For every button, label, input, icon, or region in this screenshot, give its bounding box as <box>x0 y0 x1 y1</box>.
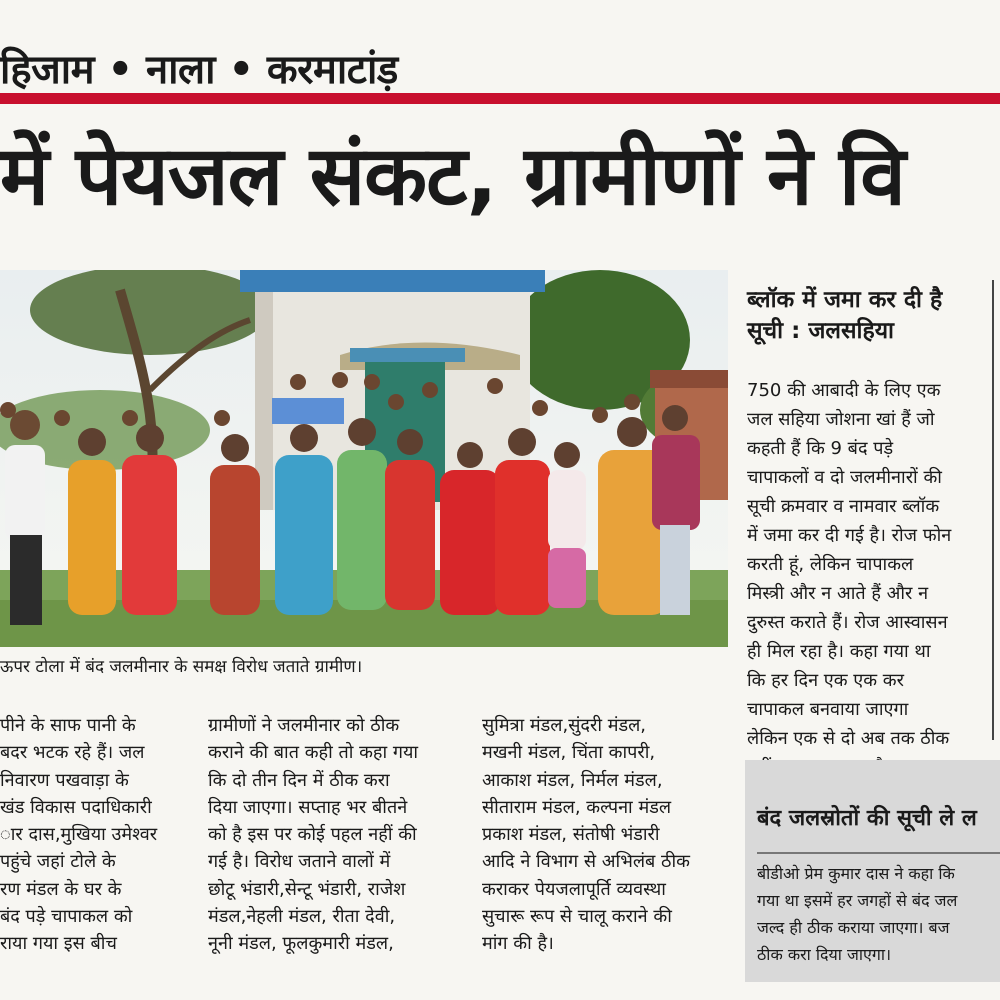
text-line: खंड विकास पदाधिकारी <box>0 796 152 818</box>
sidebar-heading-line: सूची : जलसहिया <box>747 318 894 344</box>
red-rule <box>0 93 1000 104</box>
text-line: बदर भटक रहे हैं। जल <box>0 742 145 764</box>
text-line: रण मंडल के घर के <box>0 878 122 900</box>
text-line: में जमा कर दी गई है। रोज फोन <box>747 525 952 546</box>
text-line: मिस्त्री और न आते हैं और न <box>747 583 929 604</box>
headline: में पेयजल संकट, ग्रामीणों ने वि <box>0 129 905 224</box>
text-line: गई है। विरोध जताने वालों में <box>208 851 391 873</box>
text-line: सूची क्रमवार व नामवार ब्लॉक <box>747 496 940 517</box>
article-column-2 <box>208 712 464 958</box>
text-line: छोटू भंडारी,सेन्टू भंडारी, राजेश <box>208 878 406 900</box>
section-kicker: हिजाम • नाला • करमाटांड़ <box>0 47 398 93</box>
text-line: लेकिन एक से दो अब तक ठीक <box>747 728 950 749</box>
text-line: बंद पड़े चापाकल को <box>0 906 133 928</box>
text-line: कराकर पेयजलापूर्ति व्यवस्था <box>482 878 666 900</box>
text-line: चापाकलों व दो जलमीनारों की <box>747 467 942 488</box>
text-line: ही मिल रहा है। कहा गया था <box>747 641 931 662</box>
text-line: ार दास,मुखिया उमेश्वर <box>0 824 158 846</box>
text-line: निवारण पखवाड़ा के <box>0 769 129 791</box>
column-divider <box>992 280 994 740</box>
text-line: गया था इसमें हर जगहों से बंद जल <box>757 891 958 910</box>
text-line: सुचारू रूप से चालू कराने की <box>482 906 672 928</box>
info-box <box>745 760 1000 982</box>
text-line: दुरुस्त कराते हैं। रोज आस्वासन <box>747 612 948 633</box>
text-line: कि दो तीन दिन में ठीक करा <box>208 769 390 791</box>
text-line: मंडल,नेहली मंडल, रीता देवी, <box>208 906 396 928</box>
text-line: 750 की आबादी के लिए एक <box>747 380 941 401</box>
info-box-text <box>757 860 957 968</box>
text-line: मखनी मंडल, चिंता कापरी, <box>482 742 656 764</box>
text-line: पहुंचे जहां टोले के <box>0 851 116 873</box>
text-line: पीने के साफ पानी के <box>0 715 136 736</box>
text-line: ग्रामीणों ने जलमीनार को ठीक <box>208 715 400 736</box>
text-line: मांग की है। <box>482 933 554 955</box>
text-line: कराने की बात कही तो कहा गया <box>208 742 419 764</box>
text-line: बीडीओ प्रेम कुमार दास ने कहा कि <box>757 864 955 883</box>
text-line: राया गया इस बीच <box>0 933 117 955</box>
photo-caption: ऊपर टोला में बंद जलमीनार के समक्ष विरोध जताते ग्रामीण। <box>0 657 363 677</box>
article-column-1 <box>0 712 190 958</box>
text-line: सीताराम मंडल, कल्पना मंडल <box>482 796 672 818</box>
text-line: आदि ने विभाग से अभिलंब ठीक <box>482 851 690 873</box>
text-line: जल सहिया जोशना खां हैं जो <box>747 409 935 430</box>
news-photo <box>0 270 728 647</box>
text-line: कहती हैं कि 9 बंद पड़े <box>747 438 894 459</box>
text-line: आकाश मंडल, निर्मल मंडल, <box>482 769 663 791</box>
info-box-heading: बंद जलस्रोतों की सूची ले ल <box>757 806 977 831</box>
text-line: प्रकाश मंडल, संतोषी भंडारी <box>482 824 660 846</box>
info-box-divider <box>757 852 1000 854</box>
article-column-3 <box>482 712 738 958</box>
text-line: नूनी मंडल, फूलकुमारी मंडल, <box>208 933 394 955</box>
text-line: चापाकल बनवाया जाएगा <box>747 699 909 720</box>
text-line: दिया जाएगा। सप्ताह भर बीतने <box>208 796 408 818</box>
text-line: सुमित्रा मंडल,सुंदरी मंडल, <box>482 715 647 736</box>
text-line: करती हूं, लेकिन चापाकल <box>747 554 914 575</box>
text-line: जल्द ही ठीक कराया जाएगा। बज <box>757 918 950 937</box>
sidebar-text <box>747 376 997 782</box>
text-line: ठीक करा दिया जाएगा। <box>757 945 892 964</box>
sidebar-heading-line: ब्लॉक में जमा कर दी है <box>747 287 943 313</box>
text-line: को है इस पर कोई पहल नहीं की <box>208 824 417 846</box>
sidebar-heading <box>747 285 997 347</box>
text-line: कि हर दिन एक एक कर <box>747 670 904 691</box>
